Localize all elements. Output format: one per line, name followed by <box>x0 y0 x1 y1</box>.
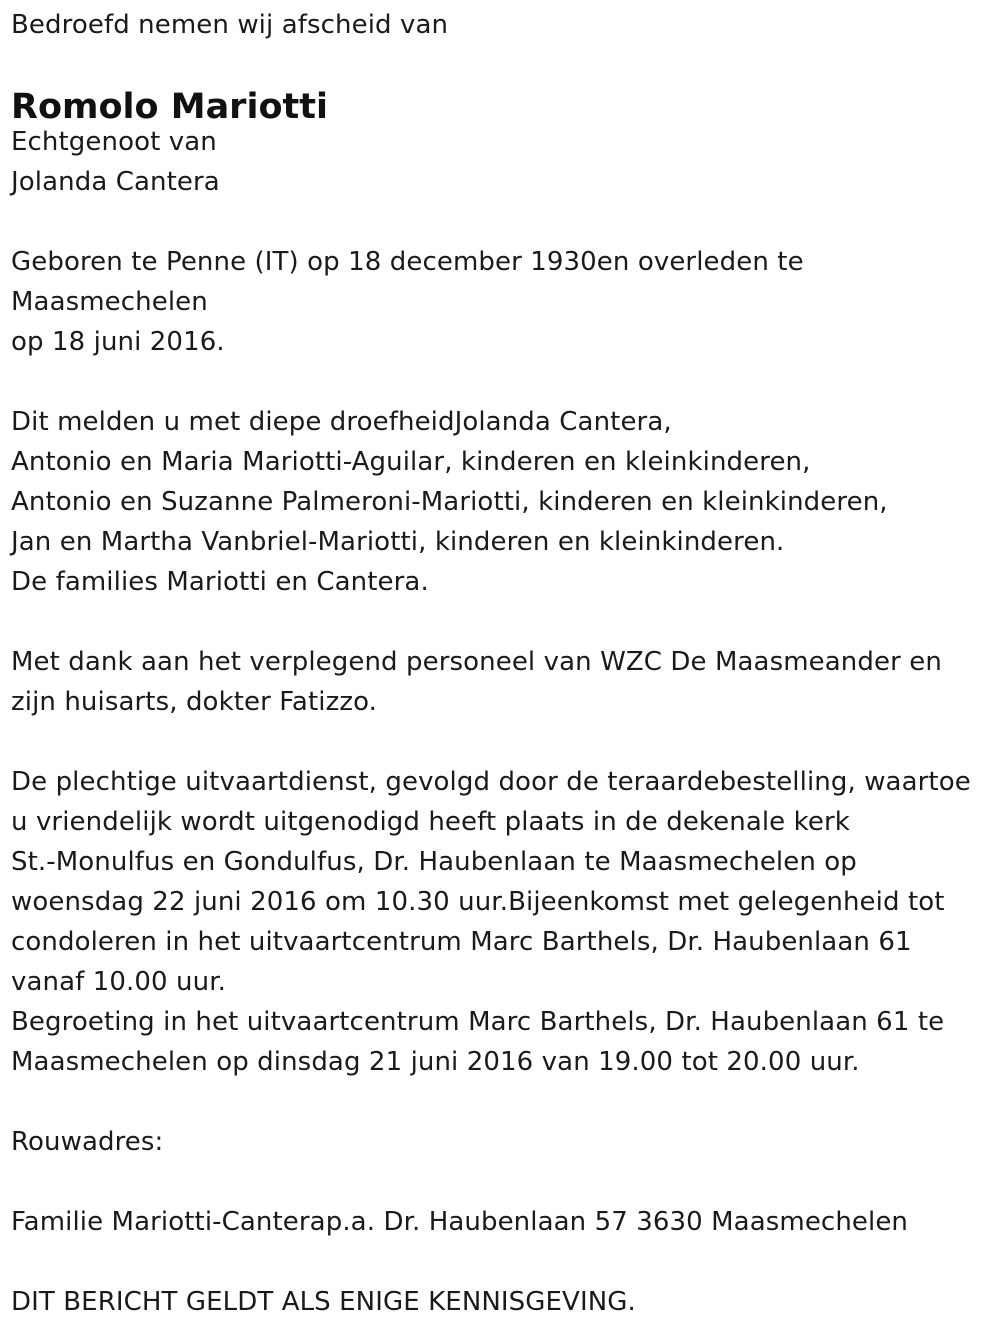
spacer <box>11 362 991 402</box>
thanks-line: zijn huisarts, dokter Fatizzo. <box>11 687 377 717</box>
address-label: Rouwadres: <box>11 1127 164 1157</box>
birth-death-line: Maasmechelen <box>11 287 208 317</box>
service-line: St.-Monulfus en Gondulfus, Dr. Haubenlaan te Maasmechelen op <box>11 847 857 877</box>
closing-notice: DIT BERICHT GELDT ALS ENIGE KENNISGEVING. <box>11 1287 636 1317</box>
service-line: Begroeting in het uitvaartcentrum Marc Barthels, Dr. Haubenlaan 61 te <box>11 1007 945 1037</box>
announcer-line: Antonio en Maria Mariotti-Aguilar, kinderen en kleinkinderen, <box>11 447 811 477</box>
spacer <box>11 45 991 87</box>
mourning-address: Familie Mariotti-Canterap.a. Dr. Haubenlaan 57 3630 Maasmechelen <box>11 1207 908 1237</box>
relation-line: Jolanda Cantera <box>11 167 220 197</box>
service-line: u vriendelijk wordt uitgenodigd heeft plaats in de dekenale kerk <box>11 807 850 837</box>
service-line: vanaf 10.00 uur. <box>11 967 226 997</box>
death-notice <box>11 0 991 1322</box>
service-line: condoleren in het uitvaartcentrum Marc Barthels, Dr. Haubenlaan 61 <box>11 927 912 957</box>
spacer <box>11 722 991 762</box>
announcer-line: Dit melden u met diepe droefheidJolanda Cantera, <box>11 407 672 437</box>
service-line: woensdag 22 juni 2016 om 10.30 uur.Bijeenkomst met gelegenheid tot <box>11 887 945 917</box>
intro-text: Bedroefd nemen wij afscheid van <box>11 10 449 40</box>
announcer-line: Jan en Martha Vanbriel-Mariotti, kinderen en kleinkinderen. <box>11 527 785 557</box>
spacer <box>11 1162 991 1202</box>
relation-line: Echtgenoot van <box>11 127 217 157</box>
birth-death-line: Geboren te Penne (IT) op 18 december 1930en overleden te <box>11 247 804 277</box>
service-line: Maasmechelen op dinsdag 21 juni 2016 van 19.00 tot 20.00 uur. <box>11 1047 860 1077</box>
spacer <box>11 602 991 642</box>
spacer <box>11 1242 991 1282</box>
birth-death-line: op 18 juni 2016. <box>11 327 225 357</box>
deceased-name: Romolo Mariotti <box>11 87 328 127</box>
announcer-line: De families Mariotti en Cantera. <box>11 567 429 597</box>
thanks-line: Met dank aan het verplegend personeel van WZC De Maasmeander en <box>11 647 942 677</box>
spacer <box>11 202 991 242</box>
announcer-line: Antonio en Suzanne Palmeroni-Mariotti, kinderen en kleinkinderen, <box>11 487 888 517</box>
service-line: De plechtige uitvaartdienst, gevolgd door de teraardebestelling, waartoe <box>11 767 971 797</box>
spacer <box>11 1082 991 1122</box>
